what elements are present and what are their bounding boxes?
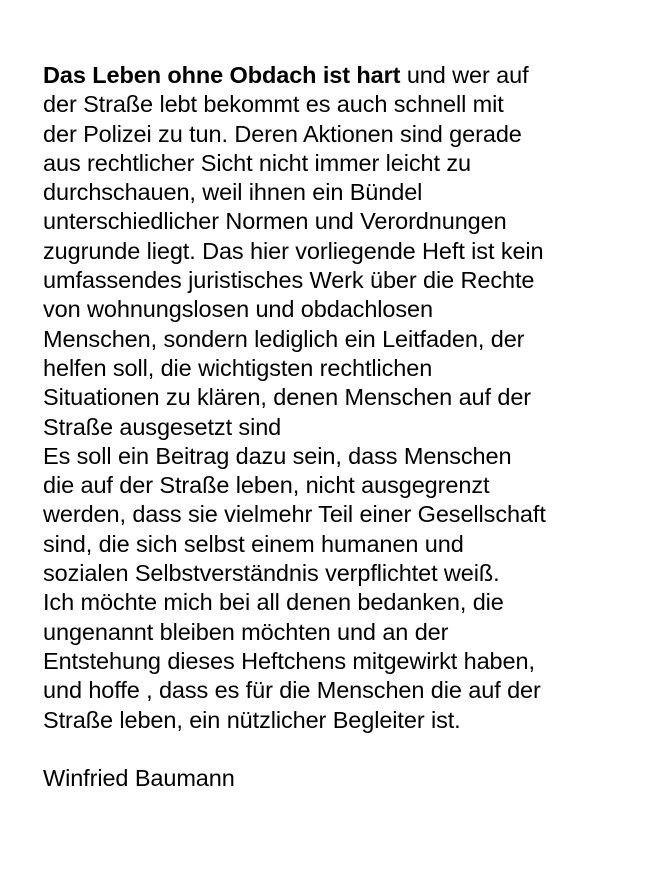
paragraph-spacer bbox=[43, 735, 623, 764]
text-line: die auf der Straße leben, nicht ausgegrenzt bbox=[43, 472, 490, 499]
text-line: der Polizei zu tun. Deren Aktionen sind gerade bbox=[43, 120, 522, 147]
intro-paragraph bbox=[43, 61, 623, 442]
text-line: umfassendes juristisches Werk über die Rechte bbox=[43, 267, 535, 294]
text-line: Situationen zu klären, denen Menschen auf der bbox=[43, 384, 532, 411]
text-line: sind, die sich selbst einem humanen und bbox=[43, 530, 464, 557]
text-line: Straße leben, ein nützlicher Begleiter ist. bbox=[43, 706, 461, 733]
document-page bbox=[43, 61, 623, 793]
thanks-paragraph bbox=[43, 588, 623, 734]
text-line: unterschiedlicher Normen und Verordnungen bbox=[43, 208, 507, 235]
text-line: von wohnungslosen und obdachlosen bbox=[43, 296, 433, 323]
text-line: und hoffe , dass es für die Menschen die auf der bbox=[43, 677, 541, 704]
text-line: ungenannt bleiben möchten und an der bbox=[43, 618, 449, 645]
text-line: durchschauen, weil ihnen ein Bündel bbox=[43, 179, 423, 206]
text-line: der Straße lebt bekommt es auch schnell mit bbox=[43, 91, 504, 118]
lead-phrase: Das Leben ohne Obdach ist hart bbox=[43, 62, 401, 88]
text-line: Entstehung dieses Heftchens mitgewirkt haben, bbox=[43, 647, 535, 674]
text-line bbox=[43, 61, 623, 90]
text-line: Ich möchte mich bei all denen bedanken, die bbox=[43, 589, 504, 616]
text-line: Menschen, sondern lediglich ein Leitfaden, der bbox=[43, 325, 525, 352]
text-line: werden, dass sie vielmehr Teil einer Gesellschaft bbox=[43, 501, 546, 528]
text-line: Es soll ein Beitrag dazu sein, dass Menschen bbox=[43, 442, 512, 469]
purpose-paragraph bbox=[43, 442, 623, 588]
text-line: aus rechtlicher Sicht nicht immer leicht zu bbox=[43, 149, 471, 176]
text-line: helfen soll, die wichtigsten rechtlichen bbox=[43, 354, 433, 381]
text-line: sozialen Selbstverständnis verpflichtet weiß. bbox=[43, 560, 500, 587]
text-line: zugrunde liegt. Das hier vorliegende Heft ist kein bbox=[43, 237, 544, 264]
text-fragment: und wer auf bbox=[400, 62, 529, 88]
text-line: Straße ausgesetzt sind bbox=[43, 413, 282, 440]
author-signature: Winfried Baumann bbox=[43, 765, 235, 792]
